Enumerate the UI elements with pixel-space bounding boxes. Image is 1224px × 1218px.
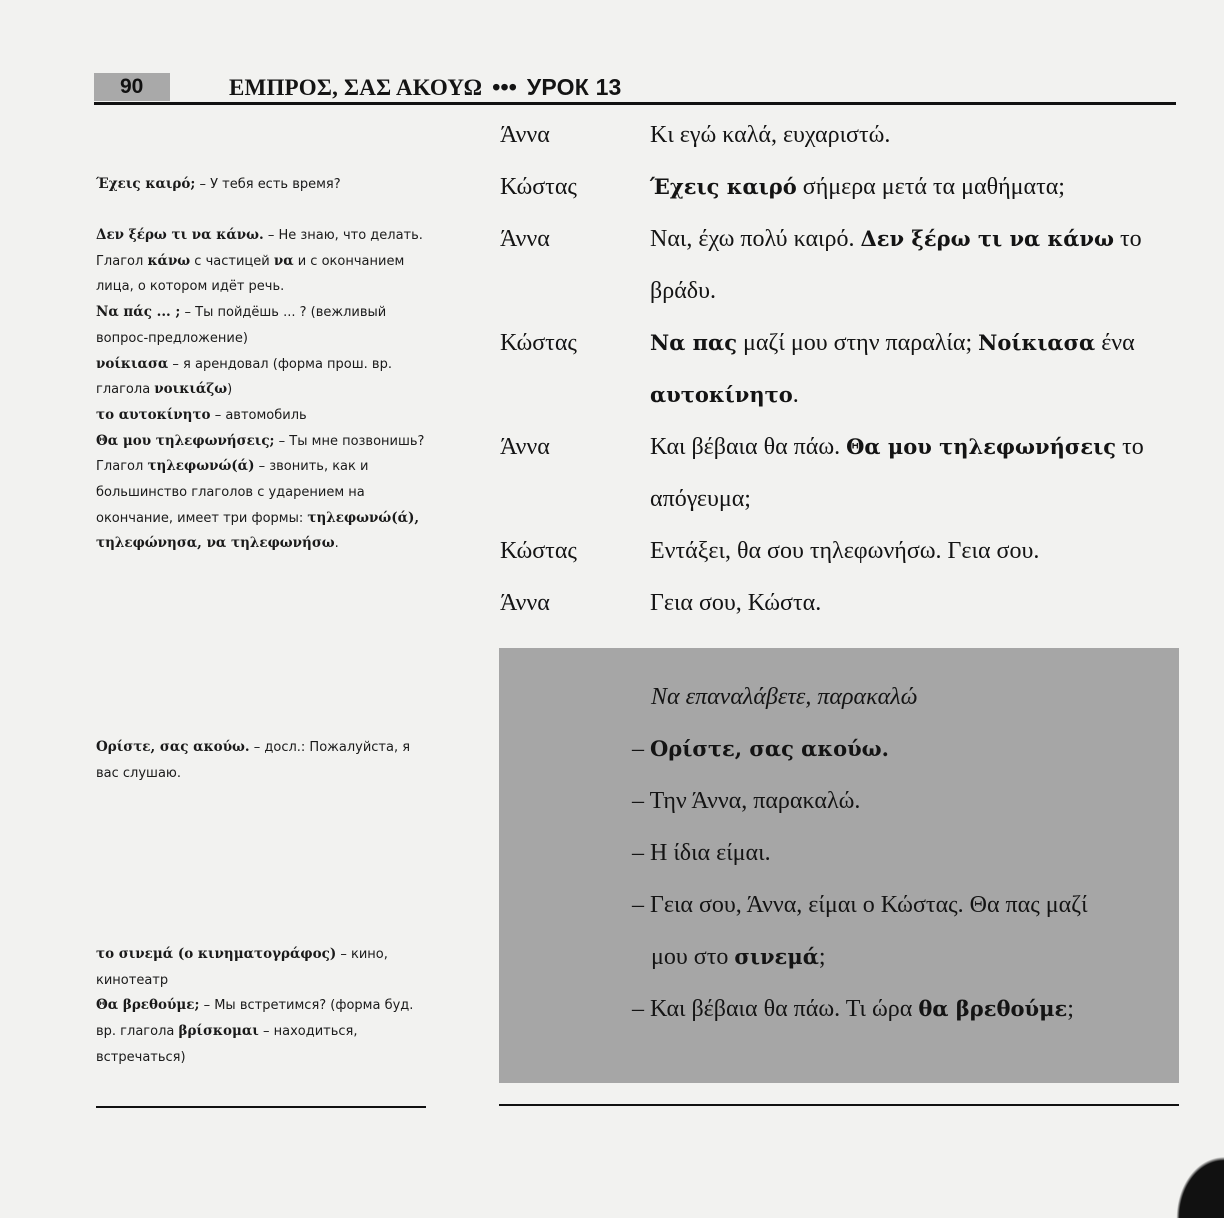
book-title: ΕΜΠΡΟΣ, ΣΑΣ ΑΚΟΥΩ xyxy=(229,75,483,100)
note-term: νοικιάζω xyxy=(154,381,228,398)
key-phrase: θα βρεθούμε xyxy=(918,996,1068,1021)
note-item xyxy=(96,403,426,429)
dialogue-row xyxy=(500,109,1176,161)
key-phrase: Θα μου τηλεφωνήσεις xyxy=(846,434,1117,459)
page-shadow-corner xyxy=(1154,1128,1224,1218)
line-text: σήμερα μετά τα μαθήματα; xyxy=(796,174,1065,200)
note-item xyxy=(96,300,426,351)
key-phrase: Έχεις καιρό xyxy=(650,174,797,199)
dialogue-row xyxy=(500,317,1176,421)
dialogue-line xyxy=(650,161,1176,213)
note-term: το αυτοκίνητο xyxy=(96,406,211,423)
page-header xyxy=(94,70,1176,106)
note-text: – Ты мне позвонишь? Глагол xyxy=(96,433,425,475)
note-term: νοίκιασα xyxy=(96,355,169,372)
dialogue-line: Γεια σου, Κώστα. xyxy=(650,590,822,616)
note-group-2 xyxy=(96,223,426,557)
dialogue-row xyxy=(500,161,1176,213)
speaker-name: Άννα xyxy=(500,226,550,252)
note-text: и с окончанием лица, о котором идёт речь. xyxy=(96,253,405,295)
note-term: Θα μου τηλεφωνήσεις; xyxy=(96,432,275,449)
running-title xyxy=(229,74,622,101)
dialogue-row xyxy=(500,213,1176,317)
dialogue-line: Κι εγώ καλά, ευχαριστώ. xyxy=(650,122,891,148)
line-text: το βράδυ. xyxy=(650,226,1142,304)
line-text: Και βέβαια θα πάω. xyxy=(650,434,847,460)
note-text: – находиться, встречаться) xyxy=(96,1024,358,1065)
dialogue-line xyxy=(650,213,1176,317)
note-term: Θα βρεθούμε; xyxy=(96,997,200,1014)
note-text: – звонить, как и большинство глаголов с ударением на окончание, имеет три формы: xyxy=(96,459,369,526)
exercise-line xyxy=(632,983,1152,1035)
note-term: τηλεφωνώ(ά) xyxy=(147,458,255,475)
exercise-line: – Γεια σου, Άννα, είμαι ο Κώστας. Θα πας μαζί xyxy=(632,892,1088,918)
header-rule xyxy=(94,102,1176,105)
line-text: το απόγευμα; xyxy=(650,434,1144,512)
note-text: – кино, кинотеатр xyxy=(96,947,388,988)
line-text: ; xyxy=(818,944,826,970)
exercise-line: – Την Άννα, παρακαλώ. xyxy=(632,788,861,814)
dialogue-row xyxy=(500,421,1176,525)
note-term: Δεν ξέρω τι να κάνω. xyxy=(96,227,264,243)
note-term: να xyxy=(273,252,294,269)
line-text: Ναι, έχω πολύ καιρό. xyxy=(650,226,861,252)
page-number: 90 xyxy=(94,73,170,101)
speaker-name: Άννα xyxy=(500,434,550,460)
exercise-line xyxy=(632,723,1152,775)
dialogue-line: Εντάξει, θα σου τηλεφωνήσω. Γεια σου. xyxy=(650,538,1040,564)
speaker-name: Άννα xyxy=(500,590,550,616)
note-text: . xyxy=(334,536,339,552)
key-phrase: Δεν ξέρω τι να κάνω xyxy=(860,226,1114,251)
note-text: – У тебя есть время? xyxy=(195,177,341,192)
note-text: с частицей xyxy=(190,253,274,269)
note-item xyxy=(96,223,426,300)
note-text: – я арендовал (форма прош. вр. глагола xyxy=(96,356,392,398)
note-item xyxy=(96,735,426,786)
key-phrase: Νοίκιασα xyxy=(978,330,1096,355)
speaker-name: Κώστας xyxy=(500,538,577,564)
note-term: βρίσκομαι xyxy=(178,1023,259,1040)
line-text: . xyxy=(792,382,799,408)
title-separator: ••• xyxy=(492,74,517,100)
note-item xyxy=(96,352,426,403)
dialogue-line xyxy=(650,317,1176,421)
note-term: κάνω xyxy=(147,252,191,269)
line-text: μαζί μου στην παραλία; xyxy=(736,330,979,356)
dialogue-row xyxy=(500,525,1176,577)
line-dash: – xyxy=(632,736,650,762)
lesson-label: УРОК 13 xyxy=(526,74,622,100)
note-item xyxy=(96,942,426,993)
speaker-name: Κώστας xyxy=(500,330,577,356)
note-term: το σινεμά (ο κινηματογράφος) xyxy=(96,946,337,962)
exercise-line: – Η ίδια είμαι. xyxy=(632,840,771,866)
note-text: – автомобиль xyxy=(210,407,307,423)
key-phrase: Ορίστε, σας ακούω. xyxy=(650,736,889,761)
line-text: μου στο xyxy=(651,944,735,970)
note-text: – Ты пойдёшь ... ? (вежливый вопрос-предложение) xyxy=(96,305,387,346)
note-group-4 xyxy=(96,942,426,1071)
footer-rule-left xyxy=(96,1106,426,1108)
key-phrase: σινεμά xyxy=(734,944,819,969)
note-term: Έχεις καιρό; xyxy=(96,176,196,192)
speaker-name: Άννα xyxy=(500,122,550,148)
key-phrase: Να πας xyxy=(650,330,737,355)
exercise-title: Να επαναλάβετε, παρακαλώ xyxy=(651,684,918,710)
note-term: τηλεφωνώ(ά), τηλεφώνησα, να τηλεφωνήσω xyxy=(96,509,420,552)
note-group-1 xyxy=(96,172,426,198)
exercise-lines xyxy=(632,723,1152,1035)
note-item xyxy=(96,993,426,1070)
line-text: – Και βέβαια θα πάω. Τι ώρα xyxy=(632,996,919,1022)
speaker-name: Κώστας xyxy=(500,174,577,200)
note-term: Ορίστε, σας ακούω. xyxy=(96,739,250,755)
note-group-3 xyxy=(96,735,426,786)
line-text: ; xyxy=(1067,996,1074,1022)
note-text: – Не знаю, что делать. Глагол xyxy=(96,228,423,269)
key-phrase: αυτοκίνητο xyxy=(650,382,793,407)
dialogue xyxy=(500,109,1176,629)
exercise-line xyxy=(632,931,1152,983)
dialogue-row xyxy=(500,577,1176,629)
line-text: ένα xyxy=(1095,330,1135,356)
note-term: Να πάς ... ; xyxy=(96,304,181,321)
exercise-box xyxy=(499,648,1179,1083)
note-item xyxy=(96,172,426,198)
dialogue-line xyxy=(650,421,1176,525)
note-text: ) xyxy=(227,382,233,398)
note-text: – досл.: Пожалуйста, я вас слушаю. xyxy=(96,740,411,781)
note-item xyxy=(96,429,426,558)
note-text: – Мы встретимся? (форма буд. вр. глагола xyxy=(96,998,414,1040)
footer-rule-right xyxy=(499,1104,1179,1106)
